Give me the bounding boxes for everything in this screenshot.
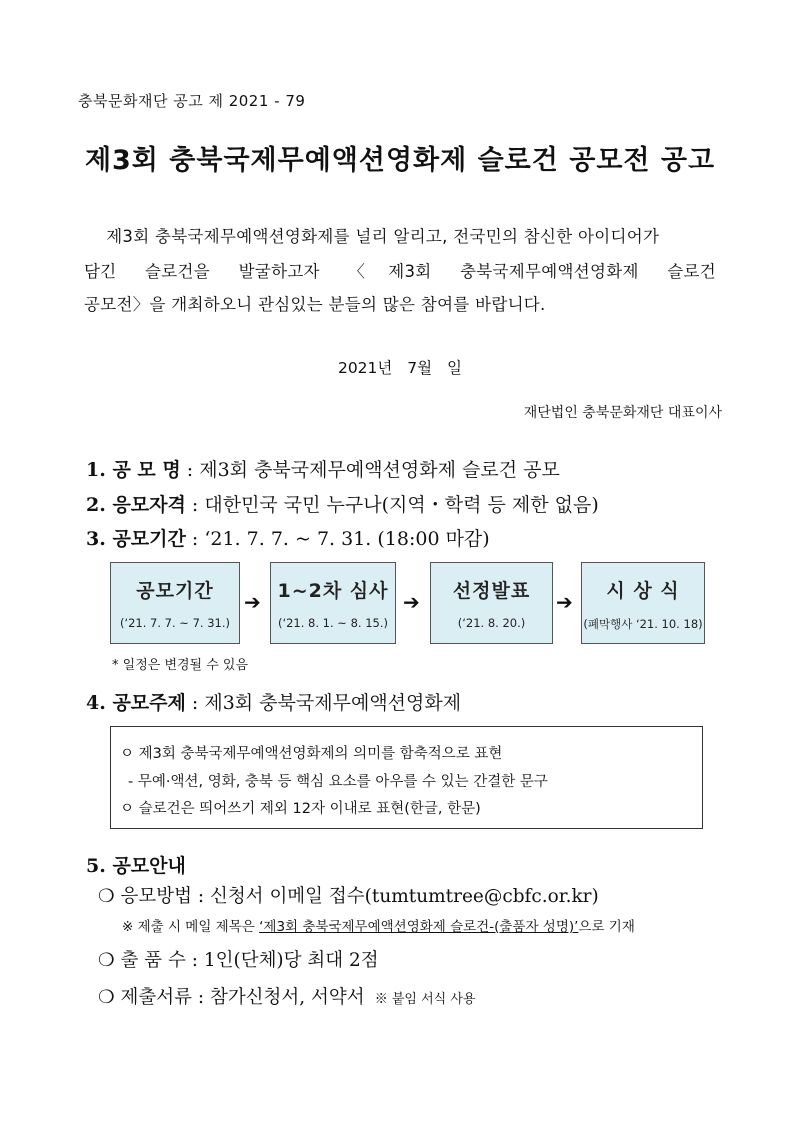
arrow-right-icon: ➔ bbox=[403, 590, 420, 614]
section-guide bbox=[86, 851, 186, 878]
step-title: 시 상 식 bbox=[606, 580, 680, 602]
theme-item: ㅇ 슬로건은 띄어쓰기 제외 12자 이내로 표현(한글, 한문) bbox=[120, 801, 481, 817]
schedule-step-announcement bbox=[430, 562, 553, 644]
announcement-date: 2021년 7월 일 bbox=[337, 359, 463, 377]
documents-text: ❍ 제출서류 : 참가신청서, 서약서 bbox=[98, 987, 365, 1008]
schedule-step-review bbox=[270, 562, 396, 644]
guide-method: ❍ 응모방법 : 신청서 이메일 접수(tumtumtree@cbfc.or.kr) bbox=[98, 886, 599, 907]
step-title: 공모기간 bbox=[136, 580, 214, 602]
section-label: 1. 공 모 명 bbox=[86, 459, 181, 481]
issuer: 재단법인 충북문화재단 대표이사 bbox=[523, 405, 722, 421]
documents-note: ※ 붙임 서식 사용 bbox=[374, 992, 476, 1007]
theme-item: ㅇ 제3회 충북국제무예액션영화제의 의미를 함축적으로 표현 bbox=[120, 746, 503, 762]
section-value: : 제3회 충북국제무예액션영화제 bbox=[185, 692, 462, 714]
section-value: : 대한민국 국민 누구나(지역・학력 등 제한 없음) bbox=[185, 494, 599, 516]
guide-documents bbox=[98, 983, 475, 1009]
schedule-step-ceremony bbox=[581, 562, 705, 644]
guide-entries: ❍ 출 품 수 : 1인(단체)당 최대 2점 bbox=[98, 950, 379, 971]
schedule-note: * 일정은 변경될 수 있음 bbox=[112, 658, 249, 673]
step-date: (‘21. 7. 7. ~ 7. 31.) bbox=[119, 616, 231, 630]
guide-method-note bbox=[122, 915, 635, 935]
step-date: (‘21. 8. 20.) bbox=[457, 616, 526, 630]
intro-line-2: 담긴 슬로건을 발굴하고자 〈제3회 충북국제무예액션영화제 슬로건 bbox=[84, 262, 716, 281]
page-title: 제3회 충북국제무예액션영화제 슬로건 공모전 공고 bbox=[84, 145, 716, 176]
section-label: 4. 공모주제 bbox=[86, 692, 186, 714]
intro-line-1-text: 제3회 충북국제무예액션영화제를 널리 알리고, 전국민의 참신한 아이디어가 bbox=[106, 227, 660, 246]
step-title: 1~2차 심사 bbox=[277, 580, 389, 602]
notice-number: 충북문화재단 공고 제 2021 - 79 bbox=[78, 92, 306, 110]
intro-line-3: 공모전〉을 개최하오니 관심있는 분들의 많은 참여를 바랍니다. bbox=[84, 295, 546, 314]
intro-line-1 bbox=[84, 223, 659, 247]
arrow-right-icon: ➔ bbox=[556, 590, 573, 614]
section-label: 5. 공모안내 bbox=[86, 855, 186, 877]
section-contest-name bbox=[86, 455, 560, 482]
section-period bbox=[86, 524, 490, 551]
arrow-right-icon: ➔ bbox=[244, 590, 261, 614]
mail-subject-format: ‘제3회 충북국제무예액션영화제 슬로건-(출품자 성명)’ bbox=[259, 919, 579, 935]
schedule-step-submission bbox=[110, 562, 240, 644]
section-value: : 제3회 충북국제무예액션영화제 슬로건 공모 bbox=[180, 459, 560, 481]
step-date: (폐막행사 ‘21. 10. 18) bbox=[583, 617, 703, 631]
step-date: (‘21. 8. 1. ~ 8. 15.) bbox=[277, 616, 389, 630]
section-label: 2. 응모자격 bbox=[86, 494, 186, 516]
section-value: : ‘21. 7. 7. ~ 7. 31. (18:00 마감) bbox=[185, 528, 490, 550]
note-prefix: ※ 제출 시 메일 제목은 bbox=[122, 919, 260, 935]
theme-subitem: - 무예·액션, 영화, 충북 등 핵심 요소를 아우를 수 있는 간결한 문구 bbox=[128, 774, 548, 790]
step-title: 선정발표 bbox=[452, 580, 531, 602]
section-label: 3. 공모기간 bbox=[86, 528, 186, 550]
section-eligibility bbox=[86, 490, 599, 517]
section-theme bbox=[86, 688, 461, 715]
note-suffix: 으로 기재 bbox=[578, 919, 635, 935]
